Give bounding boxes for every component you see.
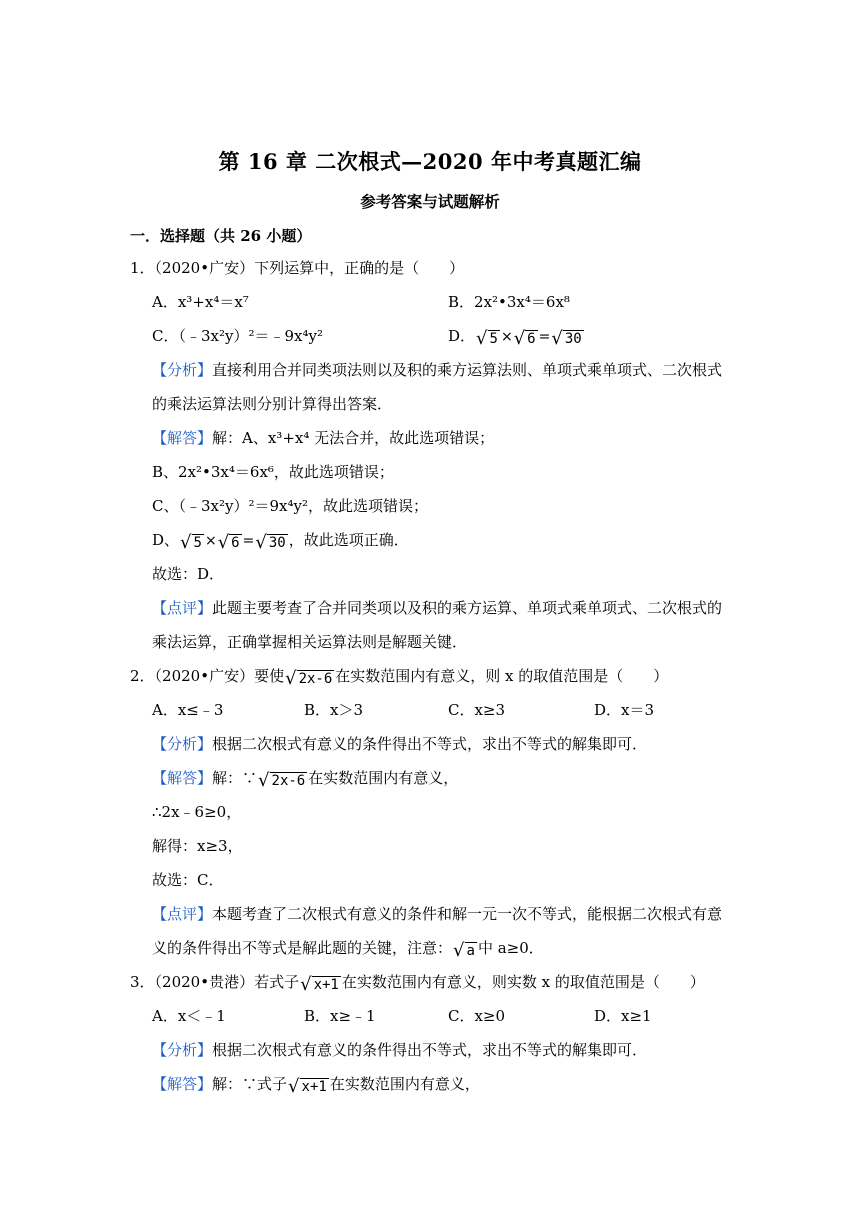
q3-stem: 3．（2020•贵港）若式子 √ x+1 在实数范围内有意义，则实数 x 的取值范围是（ ） (130, 973, 705, 995)
q3-answer: 【解答】解：∵式子 √ x+1 在实数范围内有意义， (152, 1075, 480, 1097)
q2-option-d: D．x＝3 (594, 701, 655, 719)
sqrt-30: √ 30 (551, 328, 582, 349)
q1-answer-c: C、（﹣3x²y）²＝9x⁴y²，故此选项错误； (152, 497, 428, 515)
sqrt-x-plus-1: √ x+1 (300, 974, 339, 995)
q1-option-d-label: D． (448, 327, 476, 345)
sqrt-2x-6: √ 2x-6 (258, 770, 306, 791)
q2-stem: 2．（2020•广安）要使 √ 2x-6 在实数范围内有意义，则 x 的取值范围是（ ） (130, 667, 669, 689)
q1-answer: 【解答】解：A、x³+x⁴ 无法合并，故此选项错误； (152, 429, 495, 447)
q1-stem: 1．（2020•广安）下列运算中，正确的是（ ） (130, 259, 465, 277)
sqrt-x-plus-1: √ x+1 (288, 1076, 327, 1097)
q3-analysis: 【分析】根据二次根式有意义的条件得出不等式，求出不等式的解集即可． (152, 1041, 648, 1059)
q1-answer-b: B、2x²•3x⁴＝6x⁶，故此选项错误； (152, 463, 394, 481)
page-title: 第 16 章 二次根式—2020 年中考真题汇编 (218, 149, 642, 174)
q1-comment: 【点评】此题主要考查了合并同类项以及积的乘方运算、单项式乘单项式、二次根式的 (152, 599, 723, 617)
q2-option-b: B．x＞3 (304, 701, 364, 719)
sqrt-6: √ 6 (217, 532, 240, 553)
q1-option-c: C．（﹣3x²y）²＝﹣9x⁴y² (152, 327, 323, 345)
q1-answer-d: D、 √ 5 × √ 6 = √ 30 ，故此选项正确． (152, 531, 409, 553)
analysis-tag: 【分析】 (152, 735, 213, 753)
analysis-tag: 【分析】 (152, 361, 213, 379)
page-subtitle: 参考答案与试题解析 (360, 192, 500, 211)
sqrt-5: √ 5 (180, 532, 202, 553)
q2-choice: 故选：C． (152, 871, 224, 889)
sqrt-30: √ 30 (255, 532, 286, 553)
q1-option-d: D． √ 5 × √ 6 = √ 30 (448, 327, 582, 349)
q3-option-a: A．x＜﹣1 (152, 1007, 226, 1025)
comment-tag: 【点评】 (152, 905, 213, 923)
q1-choice: 故选：D． (152, 565, 225, 583)
q2-analysis: 【分析】根据二次根式有意义的条件得出不等式，求出不等式的解集即可． (152, 735, 648, 753)
q1-option-b: B．2x²•3x⁴＝6x⁸ (448, 293, 570, 311)
q1-analysis-cont: 的乘法运算法则分别计算得出答案． (152, 395, 393, 413)
comment-tag: 【点评】 (152, 599, 213, 617)
q2-comment: 【点评】本题考查了二次根式有意义的条件和解一元一次不等式，能根据二次根式有意 (152, 905, 723, 923)
q1-analysis: 【分析】直接利用合并同类项法则以及积的乘方运算法则、单项式乘单项式、二次根式 (152, 361, 723, 379)
sqrt-5: √ 5 (476, 328, 498, 349)
analysis-tag: 【分析】 (152, 1041, 213, 1059)
sqrt-a: √ a (453, 940, 475, 961)
q1-option-a: A．x³+x⁴＝x⁷ (152, 293, 249, 311)
q2-answer-step1: ∴2x﹣6≥0， (152, 803, 242, 821)
q2-comment-cont: 义的条件得出不等式是解此题的关键，注意： √ a 中 a≥0． (152, 939, 544, 961)
q2-answer-step2: 解得：x≥3， (152, 837, 243, 855)
section-title: 一．选择题（共 26 小题） (130, 227, 312, 245)
sqrt-6: √ 6 (513, 328, 536, 349)
q2-option-a: A．x≤﹣3 (152, 701, 224, 719)
q2-option-c: C．x≥3 (448, 701, 506, 719)
answer-tag: 【解答】 (152, 769, 213, 787)
q3-option-d: D．x≥1 (594, 1007, 652, 1025)
q1-comment-cont: 乘法运算，正确掌握相关运算法则是解题关键． (152, 633, 468, 651)
q3-option-b: B．x≥﹣1 (304, 1007, 376, 1025)
sqrt-2x-6: √ 2x-6 (285, 668, 333, 689)
q3-option-c: C．x≥0 (448, 1007, 506, 1025)
answer-tag: 【解答】 (152, 429, 213, 447)
answer-tag: 【解答】 (152, 1075, 213, 1093)
q2-answer: 【解答】解：∵ √ 2x-6 在实数范围内有意义， (152, 769, 459, 791)
